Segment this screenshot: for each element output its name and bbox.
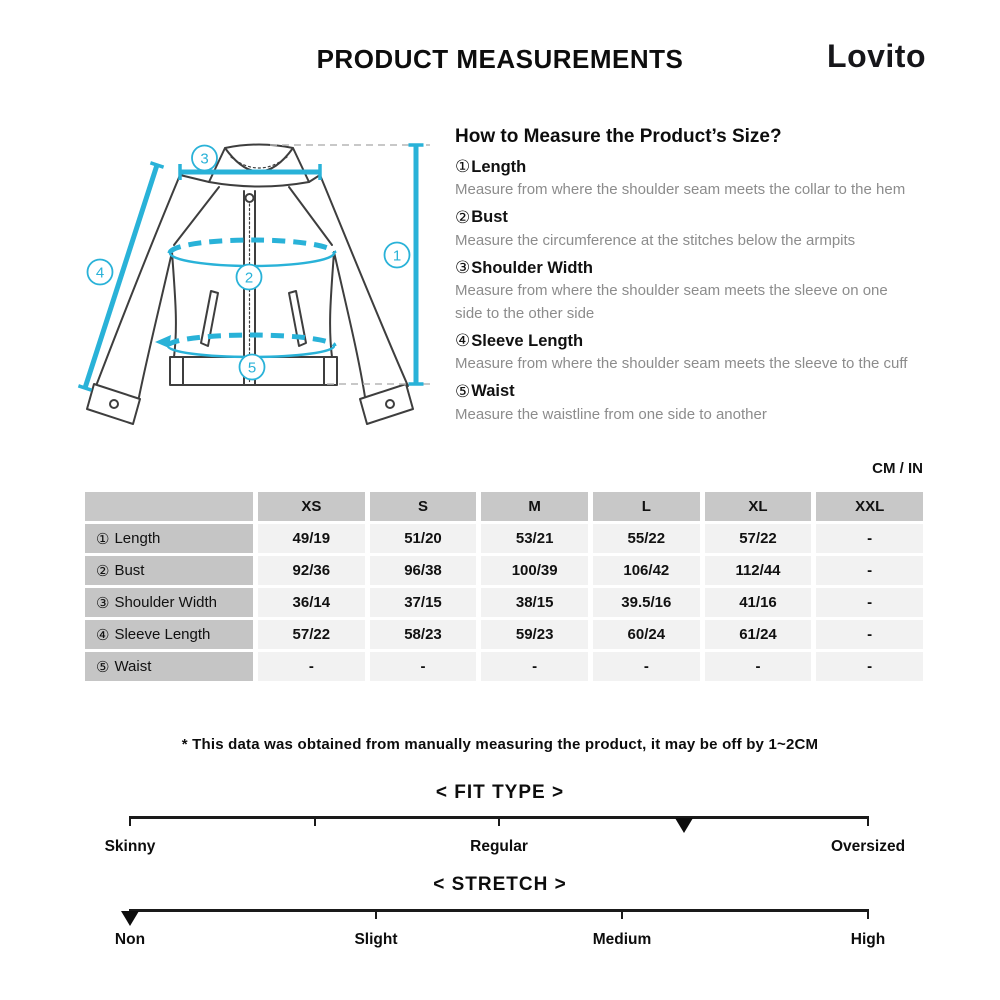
table-cell: 51/20 xyxy=(370,524,477,553)
circled-number: ② xyxy=(455,207,471,227)
right-sleeve-outer xyxy=(320,175,408,386)
how-to-title: How to Measure the Product’s Size? xyxy=(455,126,782,147)
waist-arrow xyxy=(155,335,171,348)
size-table xyxy=(85,492,923,681)
table-cell: 57/22 xyxy=(258,620,365,649)
column-header-xs: XS xyxy=(258,492,365,521)
badge-bust xyxy=(237,265,262,290)
stretch-label-non: Non xyxy=(114,931,146,948)
badge-shoulder-width xyxy=(192,146,217,171)
row-header-length xyxy=(85,524,253,553)
table-cell: - xyxy=(816,588,923,617)
table-cell: 49/19 xyxy=(258,524,365,553)
how-to-item-desc: Measure from where the shoulder seam meets the sleeve to the cuff xyxy=(455,355,908,372)
fit-type-title: < FIT TYPE > xyxy=(435,782,565,803)
badge-waist xyxy=(240,355,265,380)
how-to-item-label: Waist xyxy=(471,382,515,400)
row-header-bust xyxy=(85,556,253,585)
circled-number: ③ xyxy=(455,258,471,277)
table-cell: 59/23 xyxy=(481,620,588,649)
table-cell: 112/44 xyxy=(705,556,812,585)
row-label: Shoulder Width xyxy=(114,594,218,611)
table-cell: 55/22 xyxy=(593,524,700,553)
how-to-item-shoulder-width xyxy=(455,258,960,278)
svg-text:2: 2 xyxy=(244,269,254,287)
svg-text:5: 5 xyxy=(247,359,257,377)
fit-type-scale xyxy=(104,816,906,871)
stretch-label-medium: Medium xyxy=(592,931,652,948)
svg-text:4: 4 xyxy=(95,264,105,282)
torso-right xyxy=(330,252,334,357)
stretch-marker-icon xyxy=(121,911,139,926)
column-header-s: S xyxy=(370,492,477,521)
row-header-waist xyxy=(85,652,253,681)
how-to-item-desc: Measure from where the shoulder seam meets the collar to the hem xyxy=(455,181,906,198)
table-cell: - xyxy=(593,652,700,681)
zipper-pull xyxy=(246,194,254,202)
table-cell: - xyxy=(816,556,923,585)
table-cell: 106/42 xyxy=(593,556,700,585)
scale-tick xyxy=(498,816,500,826)
bust-ellipse-top xyxy=(170,240,334,253)
page-title: PRODUCT MEASUREMENTS xyxy=(316,44,684,74)
table-cell: 38/15 xyxy=(481,588,588,617)
how-to-item-waist xyxy=(455,382,960,402)
how-to-item-label: Bust xyxy=(471,208,508,226)
svg-text:3: 3 xyxy=(200,150,209,168)
how-to-item-sleeve-length xyxy=(455,331,960,351)
table-cell: - xyxy=(816,524,923,553)
circled-number: ⑤ xyxy=(455,381,471,401)
badge-sleeve-length xyxy=(88,260,113,285)
table-cell: 53/21 xyxy=(481,524,588,553)
stretch-label-high: High xyxy=(850,931,886,948)
table-corner-cell xyxy=(85,492,253,521)
stretch-track xyxy=(130,909,868,912)
circled-number: ③ xyxy=(96,594,110,612)
row-label: Waist xyxy=(114,658,152,675)
fit-type-label-skinny: Skinny xyxy=(104,838,156,855)
table-cell: 61/24 xyxy=(705,620,812,649)
row-header-shoulder-width xyxy=(85,588,253,617)
measurement-note: * This data was obtained from manually measuring the product, it may be off by 1~2CM xyxy=(181,736,819,753)
how-to-section xyxy=(455,126,960,426)
column-header-m: M xyxy=(481,492,588,521)
circled-number: ④ xyxy=(96,626,110,644)
how-to-item-label: Sleeve Length xyxy=(471,331,584,350)
table-cell: 60/24 xyxy=(593,620,700,649)
table-cell: 96/38 xyxy=(370,556,477,585)
waist-ellipse-top xyxy=(168,335,334,346)
circled-number: ④ xyxy=(455,331,471,350)
stretch-title: < STRETCH > xyxy=(433,874,567,895)
circled-number: ① xyxy=(96,530,110,548)
collar xyxy=(209,145,309,187)
row-header-sleeve-length xyxy=(85,620,253,649)
left-cuff xyxy=(87,384,140,424)
column-header-xl: XL xyxy=(705,492,812,521)
table-cell: - xyxy=(481,652,588,681)
how-to-item-label: Length xyxy=(471,157,527,176)
badge-length xyxy=(385,243,410,268)
table-cell: - xyxy=(816,620,923,649)
table-cell: 39.5/16 xyxy=(593,588,700,617)
scale-tick xyxy=(867,909,869,919)
column-header-l: L xyxy=(593,492,700,521)
table-cell: 37/15 xyxy=(370,588,477,617)
left-sleeve-inner xyxy=(139,252,172,397)
fit-type-label-oversized: Oversized xyxy=(830,838,906,855)
table-cell: 92/36 xyxy=(258,556,365,585)
row-label: Bust xyxy=(114,562,145,579)
fit-type-label-regular: Regular xyxy=(470,838,528,855)
circled-number: ⑤ xyxy=(96,658,110,676)
table-cell: 36/14 xyxy=(258,588,365,617)
table-cell: - xyxy=(816,652,923,681)
jacket-diagram xyxy=(52,105,442,440)
how-to-item-bust xyxy=(455,208,960,228)
stretch-label-slight: Slight xyxy=(354,931,398,948)
how-to-item-desc: Measure from where the shoulder seam meets the sleeve on one side to the other side xyxy=(455,282,888,322)
how-to-item-desc: Measure the circumference at the stitches below the armpits xyxy=(455,231,856,249)
svg-text:1: 1 xyxy=(392,247,402,265)
table-cell: 41/16 xyxy=(705,588,812,617)
how-to-item-length xyxy=(455,157,960,177)
table-cell: - xyxy=(258,652,365,681)
table-cell: - xyxy=(370,652,477,681)
table-cell: 57/22 xyxy=(705,524,812,553)
how-to-item-desc: Measure the waistline from one side to another xyxy=(455,405,767,423)
table-cell: 58/23 xyxy=(370,620,477,649)
scale-tick xyxy=(621,909,623,919)
scale-tick xyxy=(867,816,869,826)
brand-logo: Lovito xyxy=(827,38,926,74)
how-to-item-label: Shoulder Width xyxy=(471,258,594,277)
row-label: Sleeve Length xyxy=(114,626,211,643)
column-header-xxl: XXL xyxy=(816,492,923,521)
table-cell: 100/39 xyxy=(481,556,588,585)
stretch-scale xyxy=(114,909,886,964)
scale-tick xyxy=(314,816,316,826)
unit-label: CM / IN xyxy=(872,460,923,477)
circled-number: ② xyxy=(96,562,110,580)
circled-number: ① xyxy=(455,157,471,176)
table-cell: - xyxy=(705,652,812,681)
row-label: Length xyxy=(114,530,161,547)
scale-tick xyxy=(129,816,131,826)
scale-tick xyxy=(375,909,377,919)
fit-type-marker-icon xyxy=(675,818,693,833)
